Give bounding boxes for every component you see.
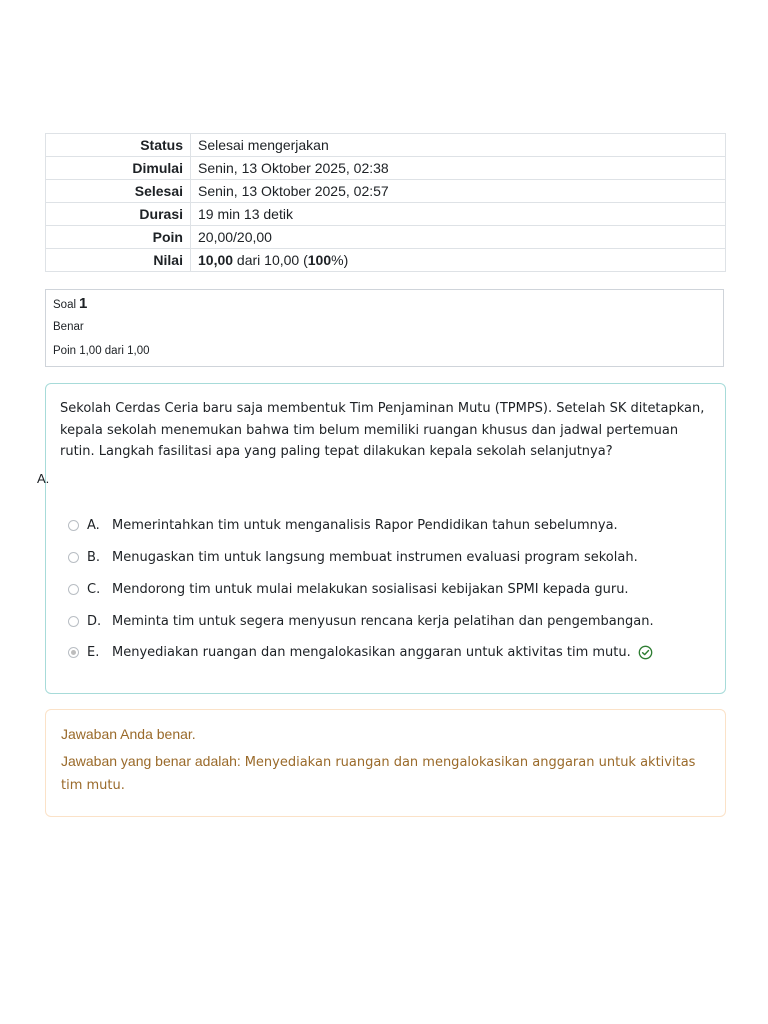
answer-option-e[interactable] <box>68 642 653 662</box>
attempt-summary-table <box>45 133 726 272</box>
grade-score: 10,00 <box>198 252 234 268</box>
question-state: Benar <box>53 321 84 333</box>
summary-label: Nilai <box>46 249 191 272</box>
feedback-right-answer <box>61 750 711 797</box>
summary-value: 19 min 13 detik <box>191 203 726 226</box>
question-info-panel <box>45 289 724 367</box>
answer-text: Mendorong tim untuk mulai melakukan sosialisasi kebijakan SPMI kepada guru. <box>112 581 629 597</box>
summary-value <box>191 249 726 272</box>
summary-label: Status <box>46 134 191 157</box>
summary-label: Selesai <box>46 180 191 203</box>
summary-label: Poin <box>46 226 191 249</box>
grade-percent-suffix: %) <box>331 252 349 268</box>
answer-text: Memerintahkan tim untuk menganalisis Rapor Pendidikan tahun sebelumnya. <box>112 517 618 533</box>
summary-row-status <box>46 134 726 157</box>
summary-row-duration <box>46 203 726 226</box>
question-grade: Poin 1,00 dari 1,00 <box>53 345 150 357</box>
grade-percent: 100 <box>307 252 332 268</box>
answer-letter: C. <box>87 581 101 597</box>
grade-max: dari 10,00 ( <box>233 252 308 268</box>
answer-prompt-label: A. <box>37 471 50 486</box>
right-answer-text: Menyediakan ruangan dan mengalokasikan anggaran untuk aktivitas tim mutu. <box>61 755 696 793</box>
summary-label: Dimulai <box>46 157 191 180</box>
summary-row-started <box>46 157 726 180</box>
answer-text: Meminta tim untuk segera menyusun rencana kerja pelatihan dan pengembangan. <box>112 613 654 629</box>
answer-option-c[interactable] <box>68 579 629 599</box>
radio-button[interactable] <box>68 616 79 627</box>
radio-button[interactable] <box>68 520 79 531</box>
summary-row-grade <box>46 249 726 272</box>
question-number-value: 1 <box>79 295 88 312</box>
answer-letter: D. <box>87 613 102 629</box>
answer-option-b[interactable] <box>68 547 638 567</box>
question-text: Sekolah Cerdas Ceria baru saja membentuk Tim Penjaminan Mutu (TPMPS). Setelah SK ditetapkan, kepala sekolah menemukan bahwa tim belum memiliki ruangan khusus dan jadwal pertemuan rutin. Langkah fasilitasi apa yang paling tepat dilakukan kepala sekolah selanjutnya? <box>60 401 705 459</box>
radio-button[interactable] <box>68 552 79 563</box>
summary-value: Senin, 13 Oktober 2025, 02:38 <box>191 157 726 180</box>
answer-text: Menyediakan ruangan dan mengalokasikan anggaran untuk aktivitas tim mutu. <box>112 644 631 660</box>
summary-label: Durasi <box>46 203 191 226</box>
answer-option-a[interactable] <box>68 515 618 535</box>
summary-value: Senin, 13 Oktober 2025, 02:57 <box>191 180 726 203</box>
summary-row-points <box>46 226 726 249</box>
question-number-prefix: Soal <box>53 299 77 311</box>
summary-value: 20,00/20,00 <box>191 226 726 249</box>
answer-letter: B. <box>87 549 101 565</box>
answer-letter: E. <box>87 644 100 660</box>
summary-value: Selesai mengerjakan <box>191 134 726 157</box>
question-number <box>53 295 87 312</box>
radio-button-selected[interactable] <box>68 647 79 658</box>
radio-button[interactable] <box>68 584 79 595</box>
answer-option-d[interactable] <box>68 611 654 631</box>
right-answer-label: Jawaban yang benar adalah: <box>61 753 245 769</box>
answer-text: Menugaskan tim untuk langsung membuat instrumen evaluasi program sekolah. <box>112 549 638 565</box>
answer-letter: A. <box>87 517 100 533</box>
feedback-correct-message: Jawaban Anda benar. <box>61 726 196 742</box>
correct-check-icon <box>638 645 653 660</box>
summary-row-finished <box>46 180 726 203</box>
